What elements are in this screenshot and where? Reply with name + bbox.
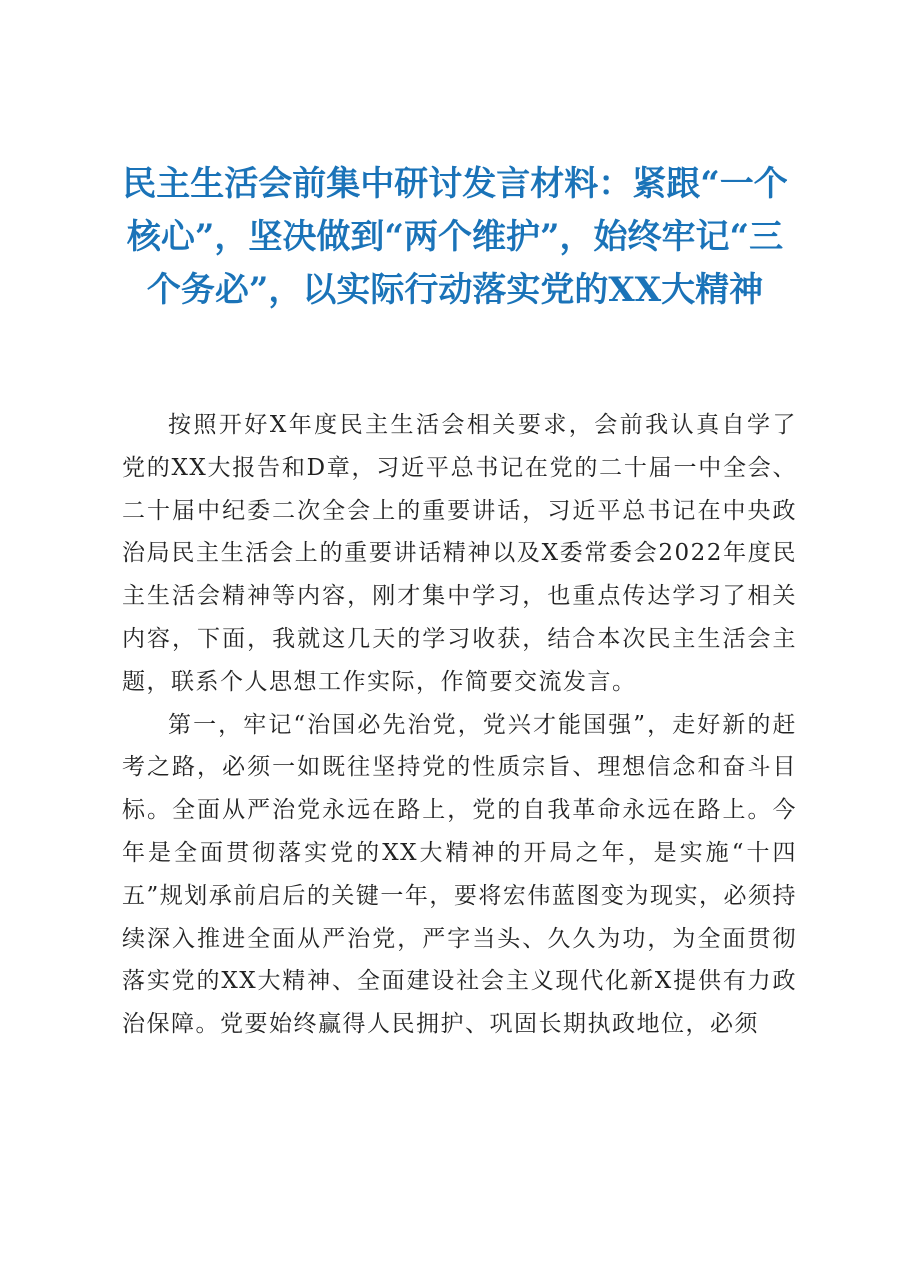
paragraph-intro: 按照开好X年度民主生活会相关要求，会前我认真自学了党的XX大报告和D章，习近平总书记在党的二十届一中全会、二十届中纪委二次全会上的重要讲话，习近平总书记在中央政治局民主生活会上的重要讲话精神以及X委常委会2022年度民主生活会精神等内容，刚才集中学习，也重点传达学习了相关内容，下面，我就这几天的学习收获，结合本次民主生活会主题，联系个人思想工作实际，作简要交流发言。 — [122, 412, 797, 695]
paragraph-first-point: 第一，牢记“治国必先治党，党兴才能国强”，走好新的赶考之路，必须一如既往坚持党的性质宗旨、理想信念和奋斗目标。全面从严治党永远在路上，党的自我革命永远在路上。今年是全面贯彻落实党的XX大精神的开局之年，是实施“十四五”规划承前启后的关键一年，要将宏伟蓝图变为现实，必须持续深入推进全面从严治党，严字当头、久久为功，为全面贯彻落实党的XX大精神、全面建设社会主义现代化新X提供有力政治保障。党要始终赢得人民拥护、巩固长期执政地位，必须 — [122, 711, 797, 1038]
document-body — [122, 404, 797, 1046]
document-title: 民主生活会前集中研讨发言材料：紧跟“一个核心”，坚决做到“两个维护”，始终牢记“三个务必”，以实际行动落实党的XX大精神 — [122, 164, 788, 310]
